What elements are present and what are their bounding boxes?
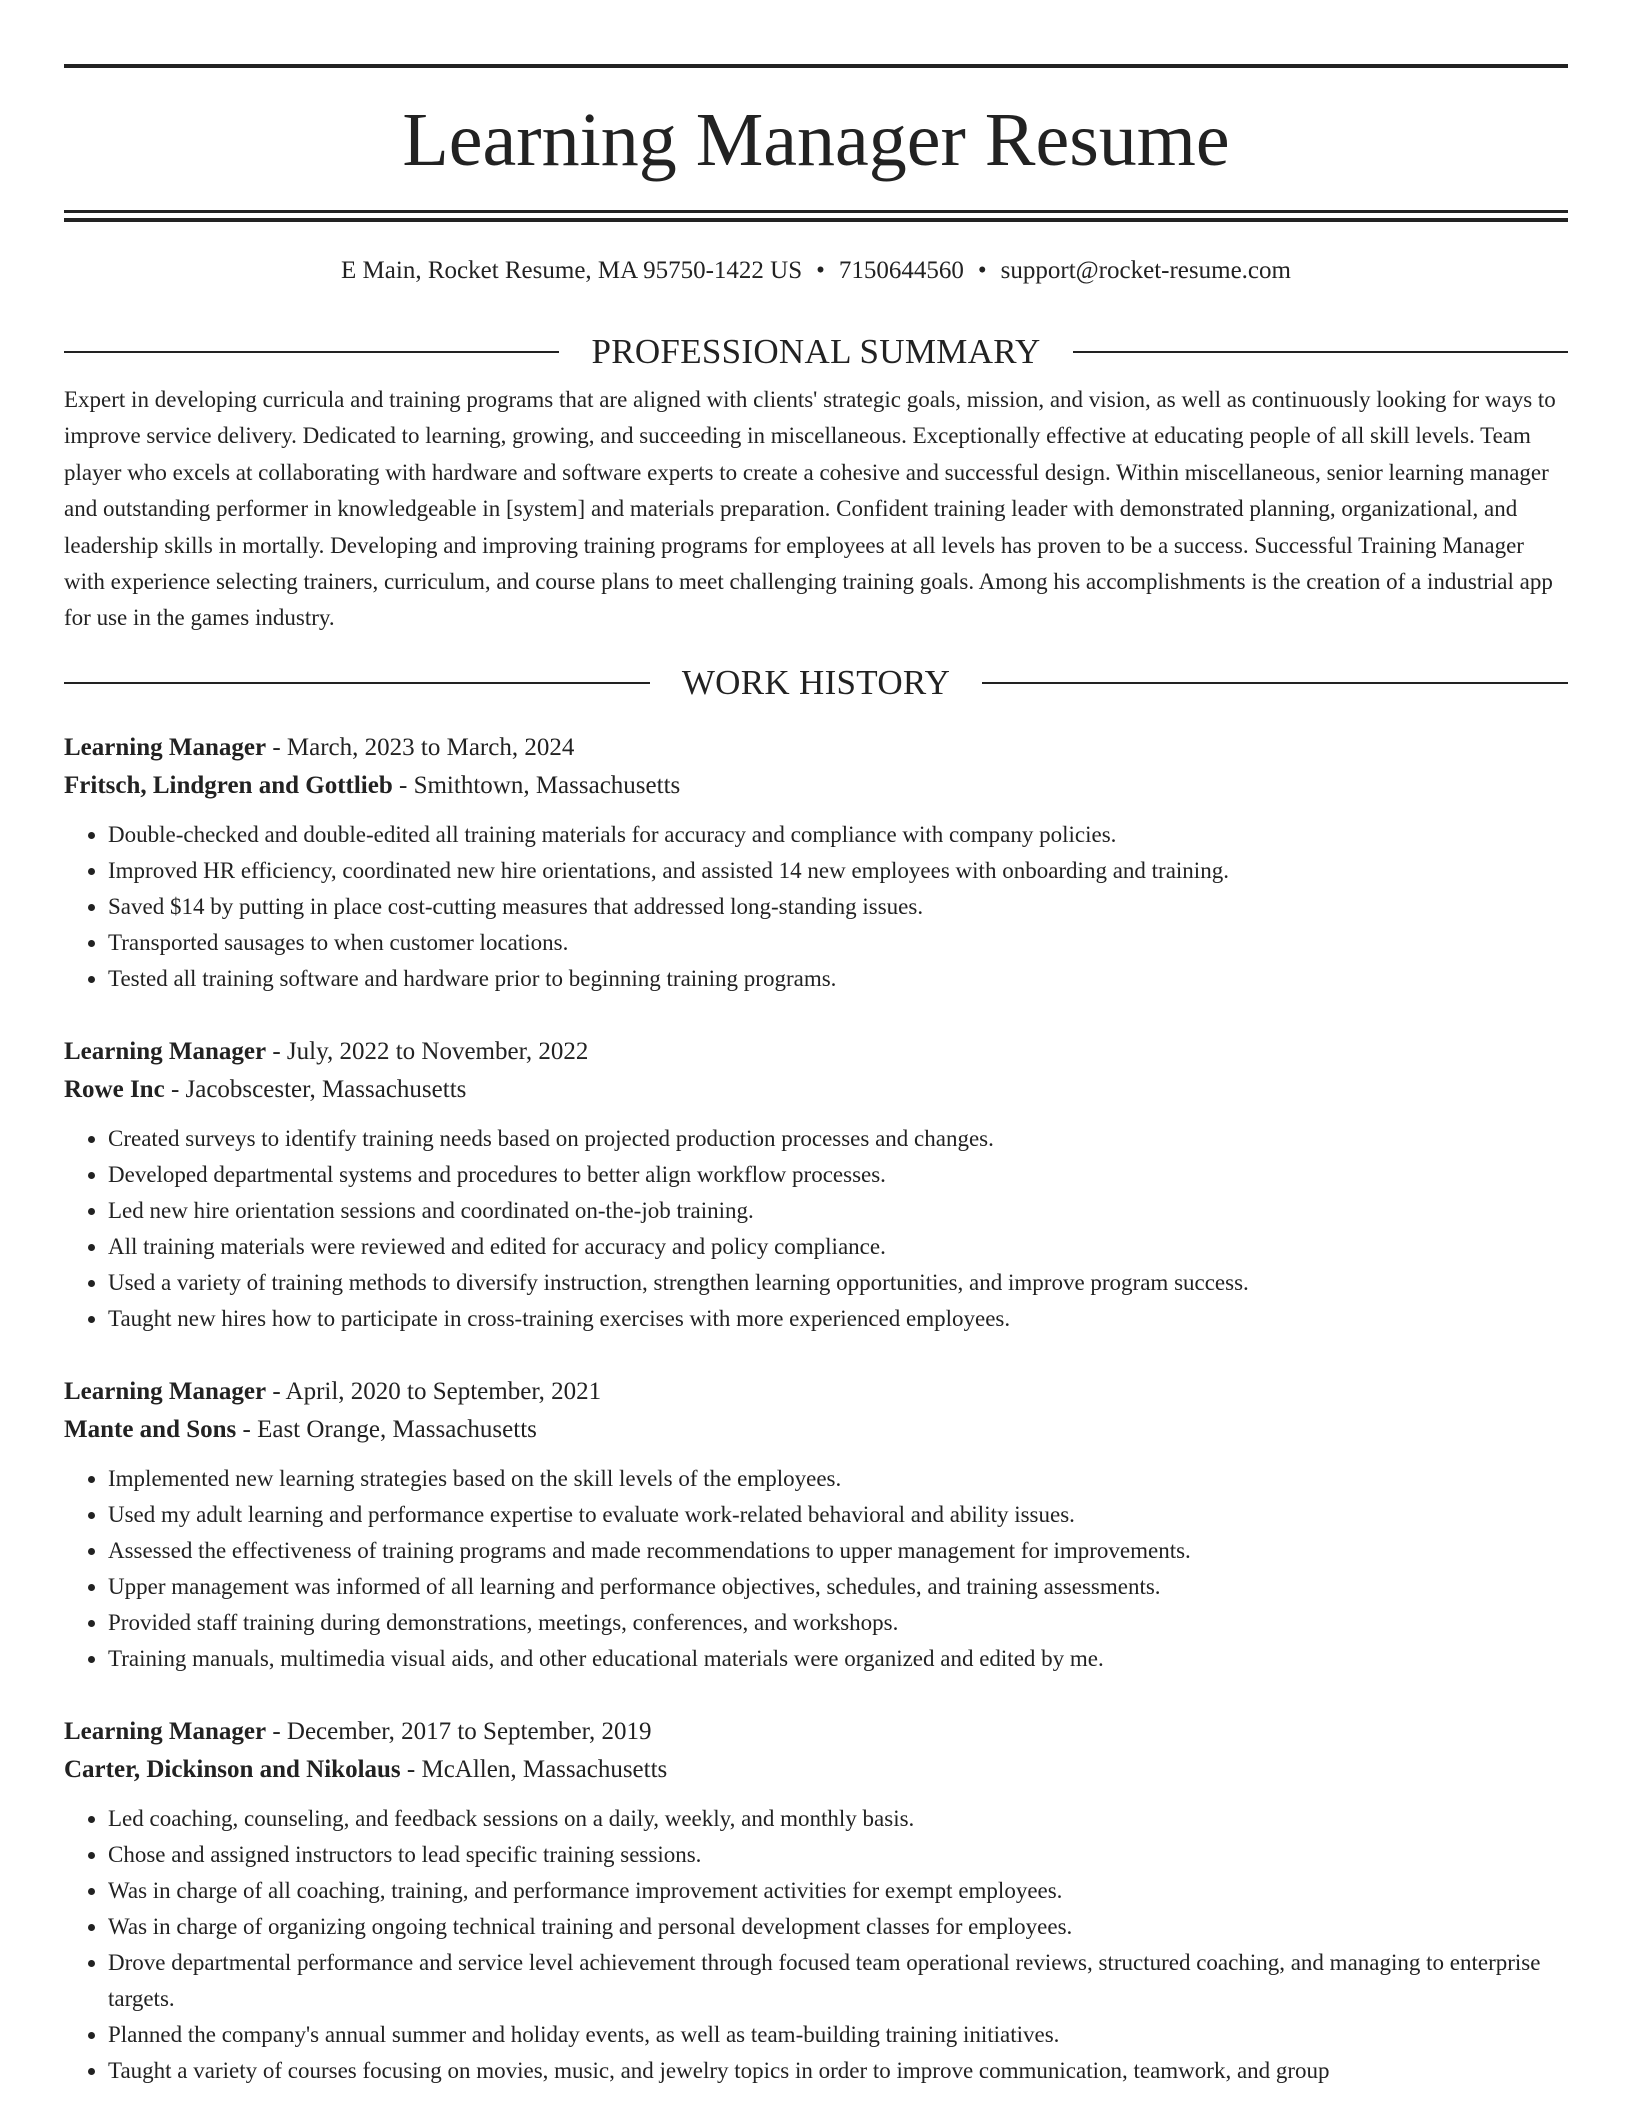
job-title-line [64,1373,1568,1411]
job-bullet-item: • Training manuals, multimedia visual aids, and other educational materials were organized and edited by me. [108,1641,1568,1677]
job-bullet-item: • Tested all training software and hardware prior to beginning training programs. [108,961,1568,997]
summary-heading-label: PROFESSIONAL SUMMARY [591,332,1041,371]
job-title-line [64,729,1568,767]
work-section-heading [64,663,1568,703]
summary-section-heading [64,332,1568,372]
job-bullet-list [64,1121,1568,1337]
job-role: Learning Manager [64,733,267,761]
job-role: Learning Manager [64,1037,267,1065]
job-bullet-item: • Was in charge of organizing ongoing technical training and personal development classes for employees. [108,1909,1568,1945]
heading-rule-right [1073,351,1568,353]
job-bullet-item: • Provided staff training during demonstrations, meetings, conferences, and workshops. [108,1605,1568,1641]
contact-address: E Main, Rocket Resume, MA 95750-1422 US [341,257,803,284]
job-bullet-item: • Double-checked and double-edited all training materials for accuracy and compliance with company policies. [108,817,1568,853]
job-bullet-item: • All training materials were reviewed and edited for accuracy and policy compliance. [108,1229,1568,1265]
job-bullet-item: • Taught a variety of courses focusing on movies, music, and jewelry topics in order to improve communication, teamwork, and group [108,2053,1568,2089]
resume-title: Learning Manager Resume [402,98,1230,182]
job-bullet-item: • Improved HR efficiency, coordinated new hire orientations, and assisted 14 new employees with onboarding and training. [108,853,1568,889]
job-bullet-item: • Assessed the effectiveness of training programs and made recommendations to upper management for improvements. [108,1533,1568,1569]
job-title-line [64,1033,1568,1071]
job-bullet-item: • Drove departmental performance and service level achievement through focused team operational reviews, structured coaching, and managing to enterprise targets. [108,1945,1568,2017]
title-double-rule [64,210,1568,222]
job-role: Learning Manager [64,1717,267,1745]
heading-rule-right [982,682,1568,684]
job-company: Rowe Inc [64,1075,165,1103]
heading-rule-left [64,351,559,353]
work-history-list [64,729,1568,2089]
job-company: Mante and Sons [64,1415,237,1443]
heading-rule-left [64,682,650,684]
job-company-line [64,1071,1568,1109]
job-bullet-item: • Led new hire orientation sessions and coordinated on-the-job training. [108,1193,1568,1229]
contact-separator: • [977,257,987,284]
job-location: - Jacobscester, Massachusetts [164,1075,467,1103]
job-entry [64,1373,1568,1677]
job-dates: - July, 2022 to November, 2022 [266,1037,589,1065]
job-entry [64,1713,1568,2089]
job-bullet-item: • Used my adult learning and performance expertise to evaluate work-related behavioral and ability issues. [108,1497,1568,1533]
job-location: - McAllen, Massachusetts [400,1755,668,1783]
job-bullet-item: • Developed departmental systems and procedures to better align workflow processes. [108,1157,1568,1193]
job-company-line [64,1411,1568,1449]
job-dates: - December, 2017 to September, 2019 [266,1717,652,1745]
top-rule [64,64,1568,68]
job-dates: - March, 2023 to March, 2024 [266,733,575,761]
job-bullet-item: • Planned the company's annual summer and holiday events, as well as team-building training initiatives. [108,2017,1568,2053]
job-bullet-item: • Was in charge of all coaching, training, and performance improvement activities for exempt employees. [108,1873,1568,1909]
summary-paragraph: Expert in developing curricula and training programs that are aligned with clients' strategic goals, mission, and vision, as well as continuously looking for ways to improve service delivery. Dedicated to learning, growing, and succeeding in miscellaneous. Exceptionally effective at educating people of all skill levels. Team player who excels at collaborating with hardware and software experts to create a cohesive and successful design. Within miscellaneous, senior learning manager and outstanding performer in knowledgeable in [system] and materials preparation. Confident training leader with demonstrated planning, organizational, and leadership skills in mortally. Developing and improving training programs for employees at all levels has proven to be a success. Successful Training Manager with experience selecting trainers, curriculum, and course plans to meet challenging training goals. Among his accomplishments is the creation of a industrial app for use in the games industry. [64,387,1556,631]
job-role: Learning Manager [64,1377,267,1405]
job-location: - Smithtown, Massachusetts [392,771,681,799]
job-bullet-item: • Led coaching, counseling, and feedback sessions on a daily, weekly, and monthly basis. [108,1801,1568,1837]
job-company: Carter, Dickinson and Nikolaus [64,1755,401,1783]
job-bullet-item: • Used a variety of training methods to diversify instruction, strengthen learning opportunities, and improve program success. [108,1265,1568,1301]
job-title-line [64,1713,1568,1751]
job-bullet-list [64,1801,1568,2089]
job-entry [64,1033,1568,1337]
job-bullet-item: • Upper management was informed of all learning and performance objectives, schedules, and training assessments. [108,1569,1568,1605]
job-company-line [64,1751,1568,1789]
contact-phone[interactable]: 7150644560 [838,257,964,284]
job-bullet-item: • Saved $14 by putting in place cost-cutting measures that addressed long-standing issues. [108,889,1568,925]
job-entry [64,729,1568,997]
job-bullet-list [64,817,1568,997]
work-heading-label: WORK HISTORY [681,662,951,702]
job-bullet-item: • Created surveys to identify training needs based on projected production processes and changes. [108,1121,1568,1157]
resume-page [64,64,1568,2089]
job-bullet-item: • Transported sausages to when customer locations. [108,925,1568,961]
contact-email[interactable]: support@rocket-resume.com [1000,257,1291,284]
contact-line [64,256,1568,286]
job-location: - East Orange, Massachusetts [236,1415,537,1443]
job-company-line [64,767,1568,805]
job-bullet-item: • Implemented new learning strategies based on the skill levels of the employees. [108,1461,1568,1497]
job-bullet-list [64,1461,1568,1677]
job-company: Fritsch, Lindgren and Gottlieb [64,771,393,799]
contact-separator: • [816,257,825,284]
job-bullet-item: • Chose and assigned instructors to lead specific training sessions. [108,1837,1568,1873]
job-bullet-item: • Taught new hires how to participate in cross-training exercises with more experienced employees. [108,1301,1568,1337]
job-dates: - April, 2020 to September, 2021 [266,1377,602,1405]
